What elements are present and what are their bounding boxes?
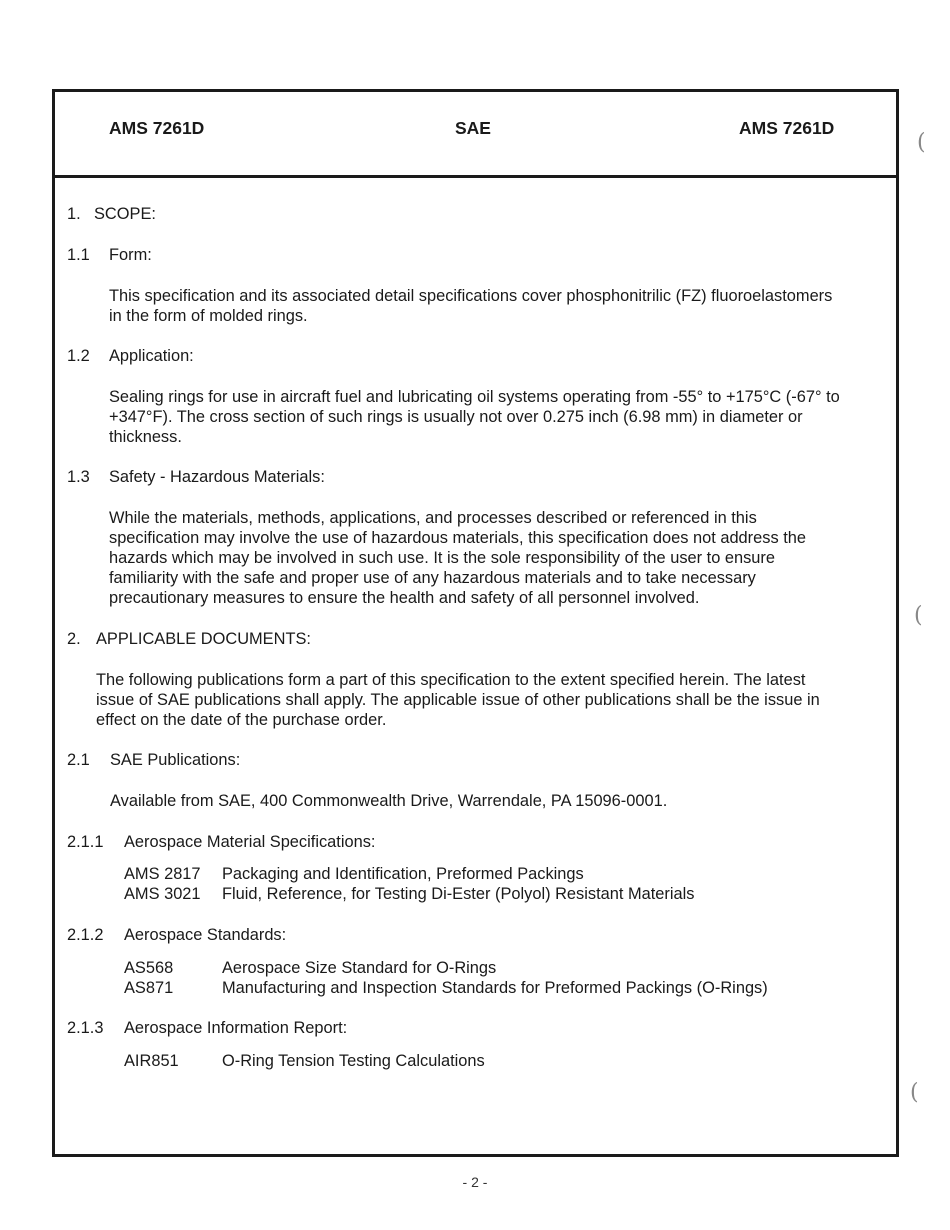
section-heading: APPLICABLE DOCUMENTS: (96, 630, 311, 648)
section-number: 1.1 (67, 246, 90, 264)
paragraph-line: +347°F). The cross section of such rings is usually not over 0.275 inch (6.98 mm) in diameter or (109, 408, 803, 426)
reference-code: AMS 3021 (124, 885, 201, 903)
margin-mark: ( (914, 603, 923, 628)
section-number: 1.2 (67, 347, 90, 365)
section-number: 1. (67, 205, 81, 223)
reference-code: AIR851 (124, 1052, 179, 1070)
document-header (55, 92, 896, 178)
reference-code: AMS 2817 (124, 865, 201, 883)
section-heading: Application: (109, 347, 194, 365)
paragraph-line: specification may involve the use of hazardous materials, this specification does not address the (109, 529, 806, 547)
reference-code: AS568 (124, 959, 174, 977)
section-heading: Aerospace Material Specifications: (124, 833, 376, 851)
section-number: 1.3 (67, 468, 90, 486)
margin-mark: ( (917, 130, 926, 155)
paragraph-line: precautionary measures to ensure the health and safety of all personnel involved. (109, 589, 700, 607)
header-publisher: SAE (455, 118, 491, 138)
paragraph-line: effect on the date of the purchase order. (96, 711, 387, 729)
reference-title: Aerospace Size Standard for O-Rings (222, 959, 497, 977)
reference-title: O-Ring Tension Testing Calculations (222, 1052, 485, 1070)
paragraph-line: thickness. (109, 428, 182, 446)
paragraph-line: While the materials, methods, applications, and processes described or referenced in this (109, 509, 757, 527)
section-number: 2.1 (67, 751, 90, 769)
section-heading: SAE Publications: (110, 751, 241, 769)
paragraph-line: The following publications form a part of this specification to the extent specified herein. The latest (96, 671, 806, 689)
section-number: 2. (67, 630, 81, 648)
section-number: 2.1.1 (67, 833, 104, 851)
reference-title: Packaging and Identification, Preformed Packings (222, 865, 584, 883)
header-spec-id-right: AMS 7261D (739, 118, 835, 138)
section-heading: Aerospace Information Report: (124, 1019, 348, 1037)
section-heading: SCOPE: (94, 205, 156, 223)
margin-mark: ( (910, 1080, 919, 1105)
section-number: 2.1.2 (67, 926, 104, 944)
paragraph-line: This specification and its associated detail specifications cover phosphonitrilic (FZ) fluoroelastomers (109, 287, 833, 305)
paragraph-line: in the form of molded rings. (109, 307, 308, 325)
reference-title: Manufacturing and Inspection Standards for Preformed Packings (O-Rings) (222, 979, 768, 997)
paragraph-line: issue of SAE publications shall apply. The applicable issue of other publications shall be the issue in (96, 691, 820, 709)
header-spec-id-left: AMS 7261D (109, 118, 205, 138)
page-number: - 2 - (462, 1174, 488, 1190)
section-number: 2.1.3 (67, 1019, 104, 1037)
paragraph-line: Available from SAE, 400 Commonwealth Drive, Warrendale, PA 15096-0001. (110, 792, 668, 810)
section-heading: Aerospace Standards: (124, 926, 287, 944)
reference-code: AS871 (124, 979, 174, 997)
paragraph-line: Sealing rings for use in aircraft fuel and lubricating oil systems operating from -55° to +175°C (-67° to (109, 388, 840, 406)
section-heading: Form: (109, 246, 152, 264)
reference-title: Fluid, Reference, for Testing Di-Ester (Polyol) Resistant Materials (222, 885, 695, 903)
section-heading: Safety - Hazardous Materials: (109, 468, 325, 486)
paragraph-line: familiarity with the safe and proper use of any hazardous materials and to take necessary (109, 569, 756, 587)
paragraph-line: hazards which may be involved in such use. It is the sole responsibility of the user to ensure (109, 549, 775, 567)
